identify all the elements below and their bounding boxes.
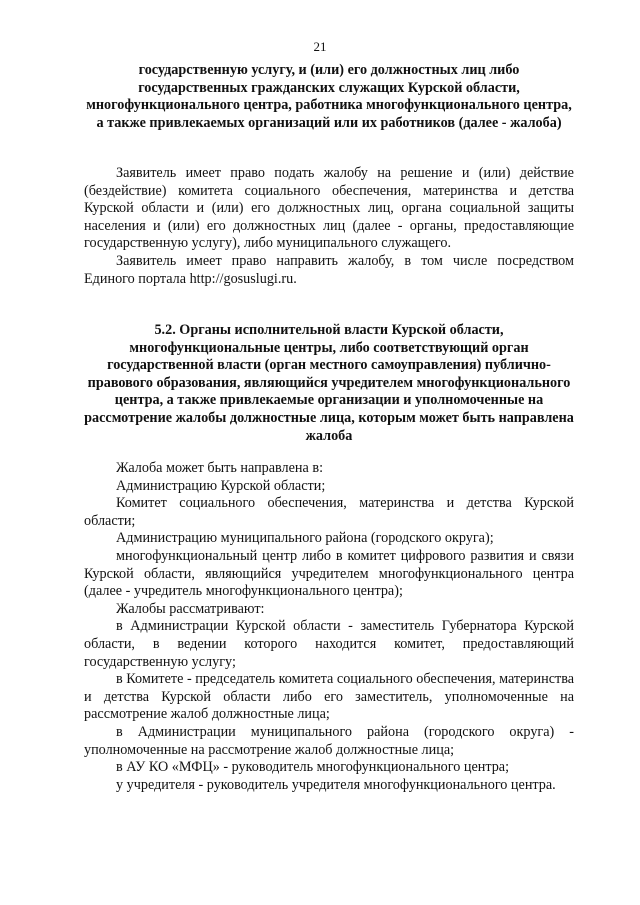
paragraph: в Комитете - председатель комитета социального обеспечения, материнства и детства Курской области либо его заместитель, уполномоченные на рассмотрение жалоб должностные лица;: [84, 671, 574, 723]
list-text: [84, 460, 574, 794]
paragraph: Администрацию Курской области;: [116, 477, 326, 494]
section-heading-5-2: 5.2. Органы исполнительной власти Курской области, многофункциональные центры, либо соответствующий орган государственной власти (орган местного самоуправления) публично-правового образования, являющийся учредителем многофункционального центра, а также привлекаемые организации и уполномоченные на рассмотрение жалобы должностные лица, которым может быть направлена жалоба: [84, 322, 574, 444]
paragraph: Комитет социального обеспечения, материнства и детства Курской области;: [84, 495, 574, 529]
paragraph: многофункциональный центр либо в комитет цифрового развития и связи Курской области, являющийся учредителем многофункционального центра (далее - учредитель многофункционального центра);: [84, 547, 574, 600]
paragraph: в Администрации Курской области - заместитель Губернатора Курской области, в ведении которого находится комитет, предоставляющий государственную услугу;: [84, 618, 574, 670]
paragraph: в Администрации муниципального района (городского округа) - уполномоченные на рассмотрение жалоб должностные лица;: [84, 723, 574, 758]
paragraph: Жалобы рассматривают:: [116, 600, 265, 617]
paragraph: Заявитель имеет право направить жалобу, в том числе посредством Единого портала http://gosuslugi.ru.: [84, 252, 574, 287]
intro-text: [84, 165, 574, 288]
section-heading-continued: государственную услугу, и (или) его должностных лиц либо государственных гражданских служащих Курской области, многофункционального центра, работника многофункционального центра, а также привлекаемых организаций или их работников (далее - жалоба): [86, 62, 572, 131]
page-number: 21: [313, 39, 327, 54]
paragraph: в АУ КО «МФЦ» - руководитель многофункционального центра;: [116, 759, 510, 776]
paragraph: Заявитель имеет право подать жалобу на решение и (или) действие (бездействие) комитета социального обеспечения, материнства и детства Курской области и (или) его должностных лиц, органа социальной защиты населения и (или) его должностных лиц (далее - органы, предоставляющие государственную услугу), либо муниципального служащего.: [84, 165, 574, 252]
paragraph: Жалоба может быть направлена в:: [116, 460, 324, 476]
paragraph: Администрацию муниципального района (городского округа);: [116, 530, 494, 547]
paragraph: у учредителя - руководитель учредителя многофункционального центра.: [116, 776, 556, 793]
